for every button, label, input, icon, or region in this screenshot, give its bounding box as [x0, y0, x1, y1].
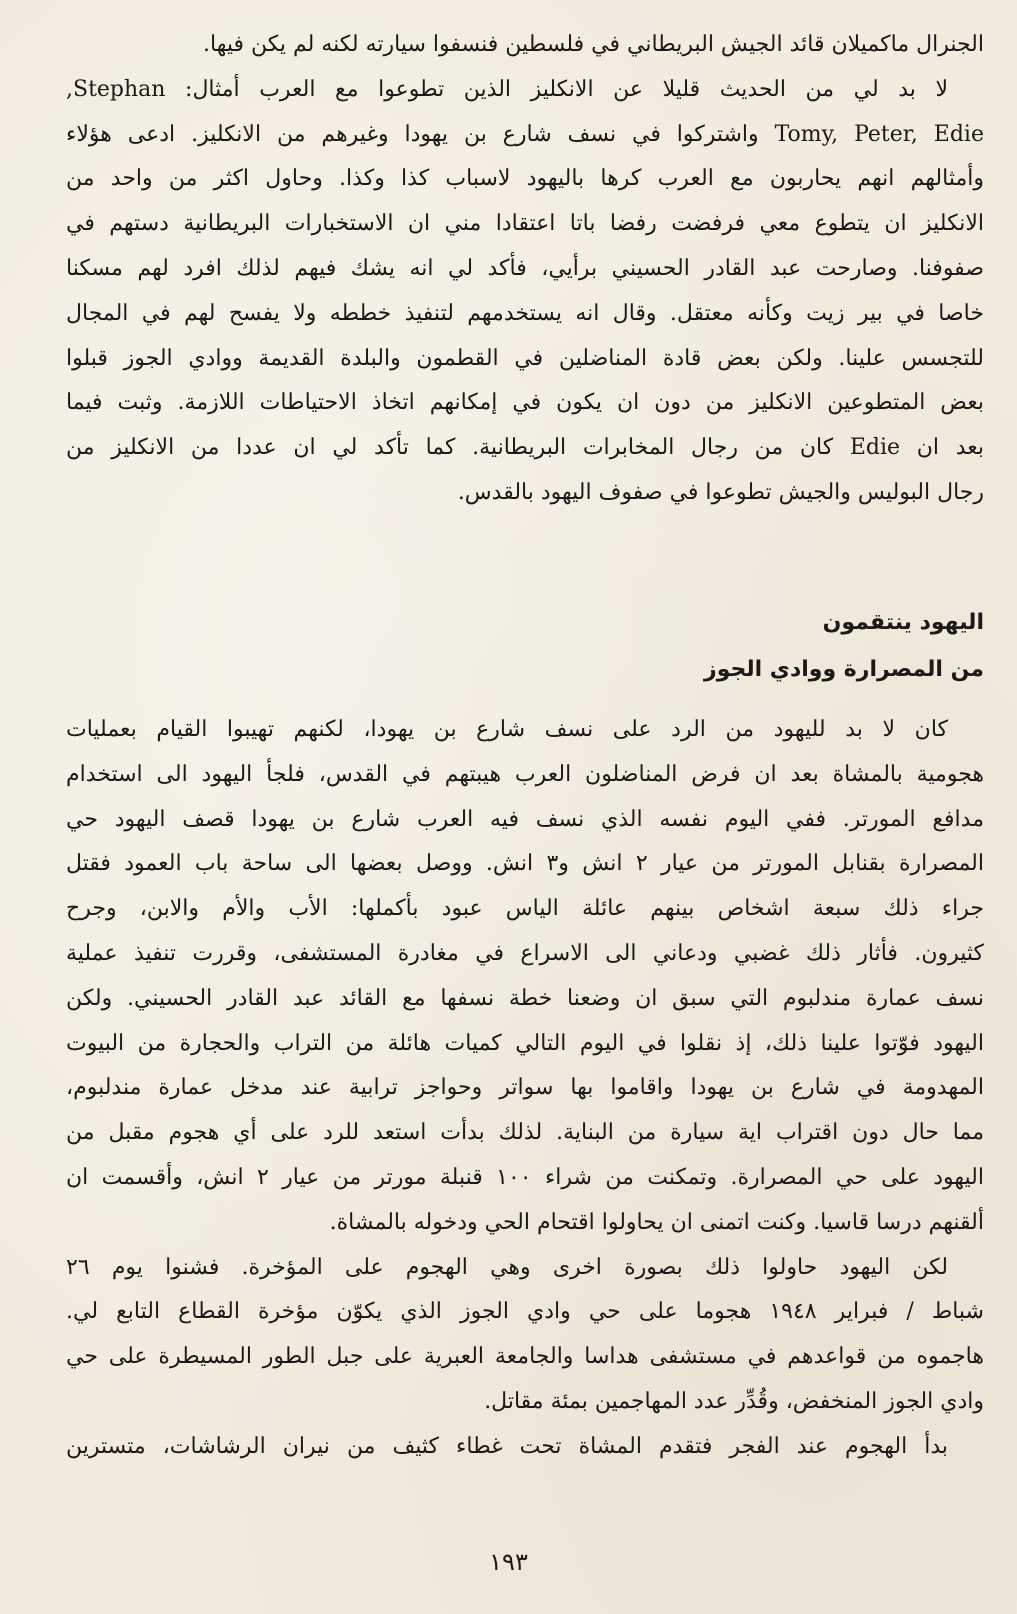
text-line: شباط / فبراير ١٩٤٨ هجوما على حي وادي الجوز الذي يكوّن مؤخرة القطاع التابع لي.: [66, 1299, 984, 1325]
text-line: اليهود فوّتوا علينا ذلك، إذ نقلوا في اليوم التالي كميات هائلة من التراب والحجارة من البيوت: [66, 1030, 984, 1056]
text-line: Tomy, Peter, Edie واشتركوا في نسف شارع بن يهودا وغيرهم من الانكليز. ادعى هؤلاء: [66, 121, 984, 147]
text-line: مدافع المورتر. ففي اليوم نفسه الذي نسف فيه العرب شارع بن يهودا قصف اليهود حي: [66, 806, 984, 832]
text-line: المصرارة بقنابل المورتر من عيار ٢ انش و٣ انش. ووصل بعضها الى ساحة باب العمود فقتل: [66, 851, 984, 877]
text-line: لا بد لي من الحديث قليلا عن الانكليز الذين تطوعوا مع العرب أمثال: Stephan,: [66, 76, 948, 102]
text-line: خاصا في بير زيت وكأنه معتقل. وقال انه يستخدمهم لتنفيذ خططه ولا يفسح لهم في المجال: [66, 300, 984, 326]
text-line: جراء ذلك سبعة اشخاص بينهم عائلة الياس عبود بأكملها: الأب والأم والابن، وجرح: [66, 896, 984, 922]
text-line: بعد ان Edie كان من رجال المخابرات البريطانية. كما تأكد لي ان عددا من الانكليز من: [66, 435, 984, 461]
paragraph: [66, 1246, 984, 1425]
paragraph: [66, 1425, 984, 1470]
text-line: بدأ الهجوم عند الفجر فتقدم المشاة تحت غطاء كثيف من نيران الرشاشات، متسترين: [66, 1433, 948, 1459]
text-line: وادي الجوز المنخفض، وقُدِّر عدد المهاجمين بمئة مقاتل.: [484, 1388, 984, 1414]
paragraph: [66, 708, 984, 1246]
section-headings: [66, 601, 984, 646]
paragraph: [66, 23, 984, 68]
text-line: صفوفنا. وصارحت عبد القادر الحسيني برأيي، فأكد لي انه يشك فيهم لذلك افرد لهم مسكنا: [66, 255, 984, 281]
text-line: الجنرال ماكميلان قائد الجيش البريطاني في فلسطين فنسفوا سيارته لكنه لم يكن فيها.: [203, 32, 984, 57]
section-heading: اليهود ينتقمون: [822, 610, 984, 635]
text-line: هاجموه من قواعدهم في مستشفى هداسا والجامعة العبرية على جبل الطور المسيطرة على حي: [66, 1344, 984, 1370]
text-line: ألقنهم درسا قاسيا. وكنت اتمنى ان يحاولوا اقتحام الحي ودخوله بالمشاة.: [329, 1209, 984, 1235]
page-number: ١٩٣: [489, 1548, 528, 1576]
text-line: كان لا بد لليهود من الرد على نسف شارع بن يهودا، لكنهم تهيبوا القيام بعمليات: [66, 717, 948, 742]
text-line: وأمثالهم انهم يحاربون مع العرب كرها باليهود لاسباب كذا وكذا. وحاول اكثر من واحد من: [66, 166, 984, 192]
text-line: هجومية بالمشاة بعد ان فرض المناضلون العرب هيبتهم في القدس، فلجأ اليهود الى استخدام: [66, 761, 984, 787]
text-line: نسف عمارة مندلبوم التي سبق ان وضعنا خطة نسفها مع القائد عبد القادر الحسيني. ولكن: [66, 985, 984, 1011]
bottom-text-block: [66, 708, 984, 1470]
text-line: كثيرون. فأثار ذلك غضبي ودعاني الى الاسراع في مغادرة المستشفى، وقررت تنفيذ عملية: [66, 940, 984, 966]
paragraph: [66, 68, 984, 516]
text-line: اليهود على حي المصرارة. وتمكنت من شراء ١٠٠ قنبلة مورتر من عيار ٢ انش، وأقسمت ان: [66, 1164, 984, 1190]
text-line: رجال البوليس والجيش تطوعوا في صفوف اليهود بالقدس.: [457, 479, 984, 505]
text-line: الانكليز ان يتطوع معي فرفضت رفضا باتا اعتقادا مني ان الاستخبارات البريطانية دستهم في: [66, 211, 984, 237]
text-line: بعض المتطوعين الانكليز من دون ان يكون في إمكانهم اتخاذ الاحتياطات اللازمة. وثبت فيما: [66, 390, 984, 416]
text-line: المهدومة في شارع بن يهودا واقاموا بها سواتر وحواجز ترابية عند مدخل عمارة مندلبوم،: [66, 1075, 984, 1101]
text-line: مما حال دون اقتراب اية سيارة من البناية. لذلك بدأت استعد للرد على أي هجوم مقبل من: [66, 1120, 984, 1146]
section-subheading: من المصرارة ووادي الجوز: [704, 657, 984, 682]
top-text-block: [66, 23, 984, 516]
section-subheadings: [66, 648, 984, 693]
text-line: للتجسس علينا. ولكن بعض قادة المناضلين في القطمون والبلدة القديمة ووادي الجوز قبلوا: [66, 345, 984, 371]
text-line: لكن اليهود حاولوا ذلك بصورة اخرى وهي الهجوم على المؤخرة. فشنوا يوم ٢٦: [66, 1254, 948, 1280]
